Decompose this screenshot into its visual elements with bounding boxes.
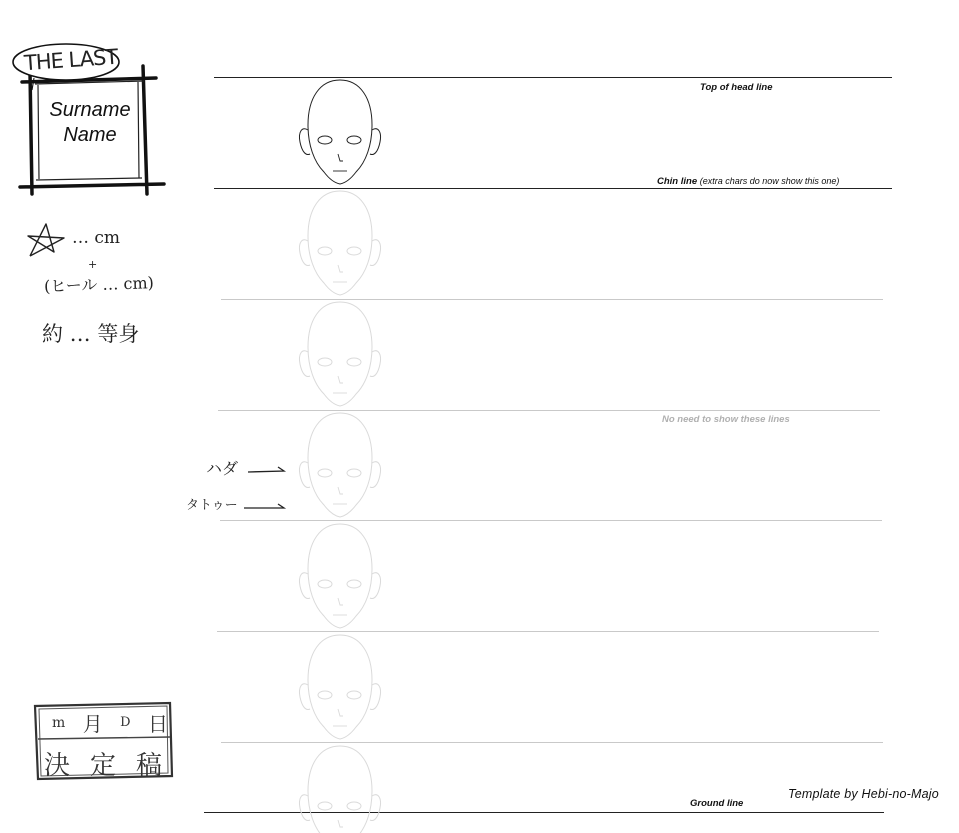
stamp-month-mark: m	[52, 714, 66, 731]
head-sketch-6	[299, 635, 380, 739]
top-of-head-label: Top of head line	[700, 82, 773, 93]
stamp-month: 月	[82, 712, 103, 736]
stamp-day-mark: D	[120, 715, 131, 730]
chin-line-text: Chin line	[657, 176, 698, 187]
heel-line: (ヒール … cm)	[43, 273, 155, 296]
stamp-day: 日	[147, 712, 168, 736]
ground-line-label: Ground line	[690, 798, 744, 809]
stamp-char-1: 決	[44, 751, 75, 781]
head-sketch-3	[299, 302, 380, 406]
heel-plus: +	[88, 258, 98, 271]
template-credit: Template by Hebi-no-Majo	[788, 787, 939, 801]
stamp-char-3: 稿	[135, 751, 166, 781]
chin-line-note: (extra chars do now show this one)	[699, 176, 840, 186]
skin-stroke	[246, 462, 288, 478]
head-sketch-4	[299, 413, 380, 517]
stamp-date-row	[52, 708, 168, 737]
head-sketch-7	[299, 746, 380, 833]
tattoo-stroke	[242, 498, 288, 514]
height-star-icon	[24, 222, 68, 260]
surname-label: Surname	[49, 99, 131, 121]
stamp-char-2: 定	[89, 751, 120, 781]
stamp-final-row	[44, 745, 166, 782]
name-label: Name	[63, 124, 117, 146]
height-line: … cm	[72, 228, 121, 248]
head-sketch-1	[299, 80, 380, 184]
tattoo-label: タトゥー	[186, 498, 238, 513]
faint-lines-note: No need to show these lines	[662, 414, 790, 425]
head-sketch-5	[299, 524, 380, 628]
name-frame-text	[36, 98, 144, 148]
logo-text: THE LAST	[23, 44, 119, 76]
skin-label: ハダ	[206, 459, 239, 478]
proportion-line: 約 … 等身	[42, 322, 140, 346]
head-sketches	[290, 70, 400, 833]
head-sketch-2	[299, 191, 380, 295]
chin-line-label	[657, 176, 839, 187]
